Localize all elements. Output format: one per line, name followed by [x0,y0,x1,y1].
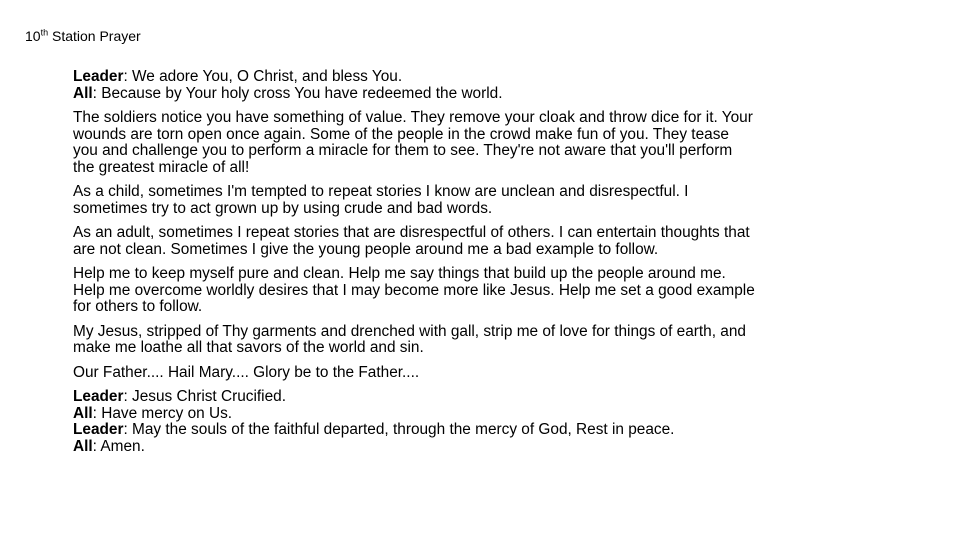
responsory-text: : Amen. [92,437,145,455]
speaker-label: Leader [73,421,124,438]
paragraph-help [73,266,903,316]
closing-responsory [73,389,903,455]
text-line: the greatest miracle of all! [73,158,250,176]
prayer-body [73,69,903,463]
responsory-line [73,86,903,103]
paragraph-my-jesus [73,324,903,357]
responsory-line [73,69,903,86]
text-line: wounds are torn open once again. Some of the people in the crowd make fun of you. They tease [73,125,729,143]
responsory-text: : Jesus Christ Crucified. [123,388,286,405]
paragraph-soldiers [73,110,903,176]
responsory-text: : We adore You, O Christ, and bless You. [123,68,403,85]
responsory-line [73,439,903,456]
paragraph-adult [73,225,903,258]
page-title [25,27,141,45]
text-line: Help me to keep myself pure and clean. Help me say things that build up the people around me. [73,265,726,282]
text-line: you and challenge you to perform a miracle for them to see. They're not aware that you'll perform [73,142,733,159]
responsory-text: : May the souls of the faithful departed, through the mercy of God, Rest in peace. [123,421,675,438]
speaker-label: All [73,404,93,422]
text-line: As an adult, sometimes I repeat stories that are disrespectful of others. I can entertain thoughts that [73,224,750,241]
title-text: Station Prayer [48,28,141,44]
text-line: make me loathe all that savors of the world and sin. [73,339,424,356]
text-line: sometimes try to act grown up by using crude and bad words. [73,199,493,217]
text-line: Help me overcome worldly desires that I may become more like Jesus. Help me set a good example [73,281,755,299]
station-number: 10 [25,28,41,44]
speaker-label: All [73,437,93,455]
responsory-line [73,389,903,406]
speaker-label: Leader [73,68,124,85]
opening-responsory [73,69,903,102]
responsory-line [73,422,903,439]
paragraph-prayers [73,365,903,382]
speaker-label: Leader [73,388,124,405]
text-line: As a child, sometimes I'm tempted to repeat stories I know are unclean and disrespectful. I [73,183,689,200]
text-line: The soldiers notice you have something of value. They remove your cloak and throw dice for it. Your [73,109,753,126]
speaker-label: All [73,84,93,102]
paragraph-child [73,184,903,217]
responsory-text: : Because by Your holy cross You have redeemed the world. [92,84,503,102]
text-line: are not clean. Sometimes I give the young people around me a bad example to follow. [73,240,659,258]
text-line: My Jesus, stripped of Thy garments and drenched with gall, strip me of love for things of earth, and [73,322,746,340]
responsory-line [73,406,903,423]
text-line: Our Father.... Hail Mary.... Glory be to the Father.... [73,363,420,381]
responsory-text: : Have mercy on Us. [92,404,233,422]
text-line: for others to follow. [73,298,203,315]
ordinal-suffix: th [40,27,49,38]
